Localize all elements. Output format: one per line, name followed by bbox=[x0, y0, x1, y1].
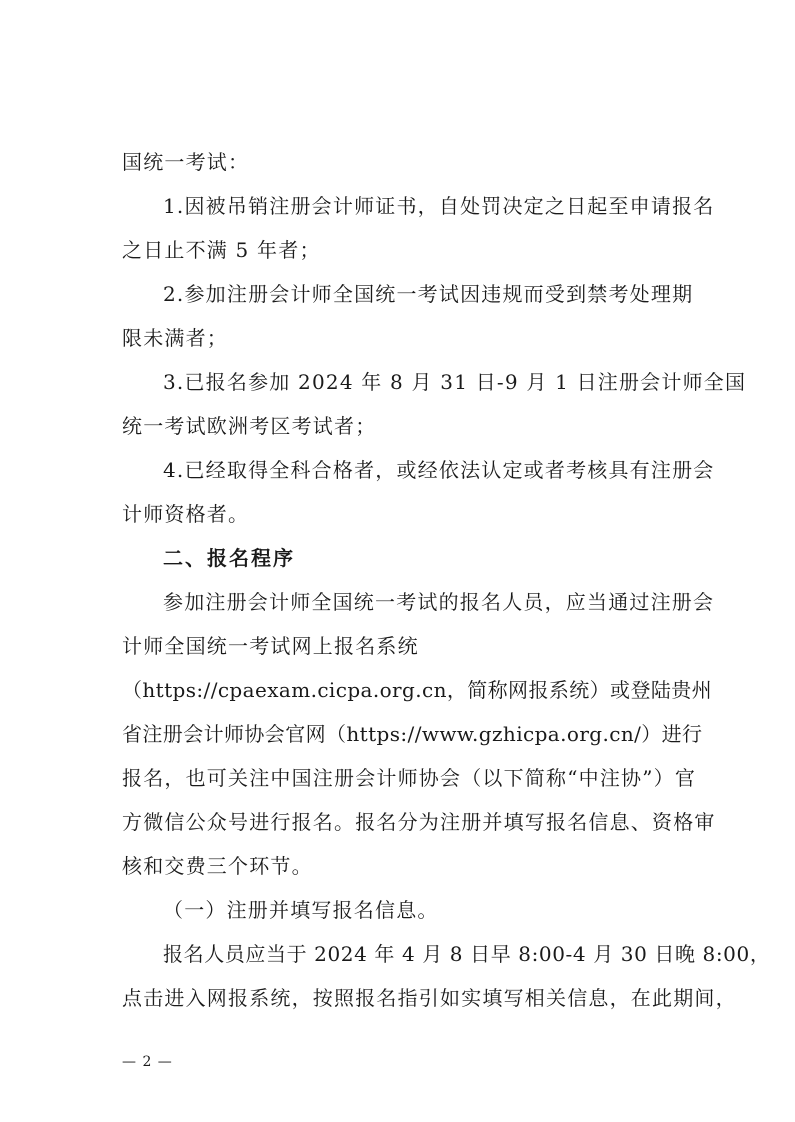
text-line: 之日止不满 5 年者； bbox=[122, 238, 321, 262]
section-heading: 二、报名程序 bbox=[163, 546, 295, 570]
text-line: 参加注册会计师全国统一考试的报名人员，应当通过注册会 bbox=[163, 590, 715, 614]
text-line: （https://cpaexam.cicpa.org.cn，简称网报系统）或登陆贵州 bbox=[122, 678, 713, 702]
text-line: 方微信公众号进行报名。报名分为注册并填写报名信息、资格审 bbox=[122, 810, 716, 834]
text-line: 核和交费三个环节。 bbox=[122, 854, 313, 878]
text-line: 4.已经取得全科合格者，或经依法认定或者考核具有注册会 bbox=[163, 458, 715, 482]
text-line: 点击进入网报系统，按照报名指引如实填写相关信息，在此期间， bbox=[122, 986, 737, 1010]
text-line: 3.已报名参加 2024 年 8 月 31 日-9 月 1 日注册会计师全国 bbox=[163, 370, 747, 394]
text-line: 计师全国统一考试网上报名系统 bbox=[122, 634, 419, 658]
text-line: 省注册会计师协会官网（https://www.gzhicpa.org.cn/）进行 bbox=[122, 722, 703, 746]
subsection-heading: （一）注册并填写报名信息。 bbox=[163, 898, 439, 922]
text-line: 统一考试欧洲考区考试者； bbox=[122, 414, 377, 438]
text-line: 国统一考试： bbox=[122, 150, 250, 174]
text-line: 计师资格者。 bbox=[122, 502, 250, 526]
text-line: 2.参加注册会计师全国统一考试因违规而受到禁考处理期 bbox=[163, 282, 694, 306]
page-number: — 2 — bbox=[122, 1054, 173, 1070]
text-line: 1.因被吊销注册会计师证书，自处罚决定之日起至申请报名 bbox=[163, 194, 715, 218]
text-line: 报名人员应当于 2024 年 4 月 8 日早 8:00-4 月 30 日晚 8:00， bbox=[163, 942, 771, 966]
text-line: 报名，也可关注中国注册会计师协会（以下简称“中注协”）官 bbox=[122, 766, 697, 790]
text-line: 限未满者； bbox=[122, 326, 228, 350]
